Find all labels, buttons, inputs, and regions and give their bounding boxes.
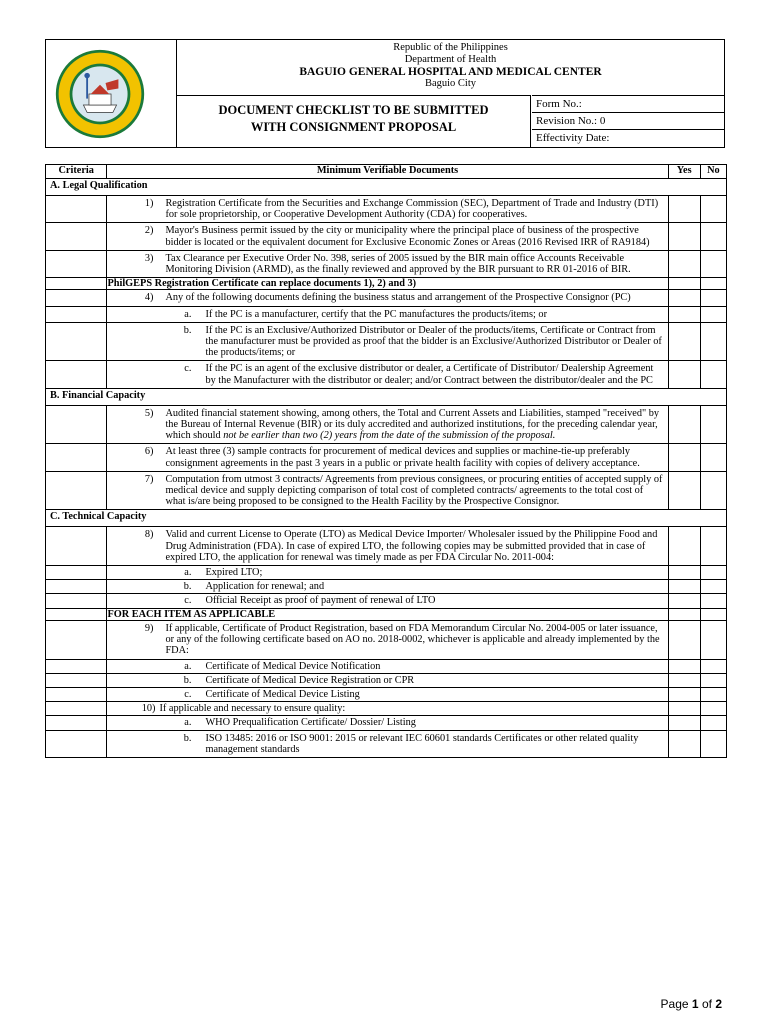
yes-checkbox[interactable] xyxy=(668,322,700,361)
table-row xyxy=(46,278,727,290)
table-row xyxy=(46,673,727,687)
criteria-header: Criteria xyxy=(46,165,107,179)
yes-checkbox[interactable] xyxy=(668,444,700,471)
document-title xyxy=(177,95,531,147)
item-number: 5) xyxy=(144,407,154,419)
table-row xyxy=(46,566,727,580)
item-number: a. xyxy=(184,308,192,320)
no-checkbox[interactable] xyxy=(700,716,726,730)
item-text: If the PC is a manufacturer, certify that the PC manufactures the products/items; or xyxy=(205,308,548,320)
no-checkbox[interactable] xyxy=(700,580,726,594)
item-text: If applicable and necessary to ensure quality: xyxy=(159,703,346,715)
item-text: Certificate of Medical Device Notification xyxy=(205,660,381,672)
item-number: 1) xyxy=(144,198,154,209)
item-number: 6) xyxy=(144,446,154,458)
no-checkbox[interactable] xyxy=(700,730,726,757)
documents-header: Minimum Verifiable Documents xyxy=(107,165,668,179)
table-row xyxy=(46,594,727,608)
item-text: Registration Certificate from the Securities and Exchange Commission (SEC), Department of Trade and Industry (DTI) for sole proprietorship, or Cooperative Development Authority (CDA) for cooperatives. xyxy=(165,198,659,221)
no-checkbox[interactable] xyxy=(700,306,726,322)
item-text: Application for renewal; and xyxy=(205,581,325,593)
document-meta xyxy=(532,95,724,146)
no-checkbox[interactable] xyxy=(700,290,726,306)
item-text: At least three (3) sample contracts for procurement of medical devices and supplies or machine-tie-up preferably consignment agreements in the past 3 years in a public or private health facility with copies of delivery acceptance. xyxy=(165,446,640,469)
item-number: a. xyxy=(184,717,192,729)
item-number: c. xyxy=(184,595,192,607)
yes-checkbox[interactable] xyxy=(668,471,700,510)
title-line-2: WITH CONSIGNMENT PROPOSAL xyxy=(250,120,457,134)
no-checkbox[interactable] xyxy=(700,594,726,608)
item-text: Certificate of Medical Device Listing xyxy=(205,688,360,700)
table-row xyxy=(46,250,727,277)
yes-checkbox[interactable] xyxy=(668,566,700,580)
item-number: a. xyxy=(184,567,192,579)
page-of: of xyxy=(701,997,712,1011)
page-number xyxy=(661,997,722,1011)
item-number: c. xyxy=(184,688,192,700)
item-number: 4) xyxy=(144,292,154,304)
no-checkbox[interactable] xyxy=(700,361,726,388)
yes-checkbox[interactable] xyxy=(668,659,700,673)
table-row xyxy=(46,361,727,388)
yes-checkbox[interactable] xyxy=(668,608,700,620)
city-line: Baguio City xyxy=(424,78,477,89)
yes-checkbox[interactable] xyxy=(668,716,700,730)
republic-line: Republic of the Philippines xyxy=(393,42,508,53)
header-center xyxy=(177,40,724,90)
total-pages: 2 xyxy=(715,997,722,1011)
table-row xyxy=(46,196,727,223)
yes-checkbox[interactable] xyxy=(668,620,700,659)
item-number: b. xyxy=(183,581,192,593)
no-checkbox[interactable] xyxy=(700,405,726,444)
logo-cell xyxy=(46,40,177,147)
department-line: Department of Health xyxy=(404,54,497,65)
item-text: Certificate of Medical Device Registration or CPR xyxy=(205,674,415,686)
no-checkbox[interactable] xyxy=(700,659,726,673)
no-checkbox[interactable] xyxy=(700,673,726,687)
table-row xyxy=(46,659,727,673)
no-checkbox[interactable] xyxy=(700,527,726,566)
table-row xyxy=(46,290,727,306)
yes-checkbox[interactable] xyxy=(668,527,700,566)
item-text: ISO 13485: 2016 or ISO 9001: 2015 or relevant IEC 60601 standards Certificates or other related quality management standards xyxy=(205,732,639,755)
no-checkbox[interactable] xyxy=(700,444,726,471)
section-legal-qualification: A. Legal Qualification xyxy=(46,179,727,196)
item-number: c. xyxy=(184,363,192,375)
no-header: No xyxy=(700,165,726,179)
no-checkbox[interactable] xyxy=(700,620,726,659)
table-row xyxy=(46,527,727,566)
section-financial-capacity: B. Financial Capacity xyxy=(46,388,727,405)
no-checkbox[interactable] xyxy=(700,608,726,620)
item-number: a. xyxy=(184,660,192,672)
yes-checkbox[interactable] xyxy=(668,306,700,322)
table-row xyxy=(46,444,727,471)
item-text: If applicable, Certificate of Product Registration, based on FDA Memorandum Circular No. 2004-005 or later issuance, or any of the following certificate based on AO no. 2018-0002, whichever is applicable and already implemented by the FDA: xyxy=(165,622,660,657)
item-number: 9) xyxy=(144,622,154,634)
table-header-row xyxy=(46,165,727,179)
table-row xyxy=(46,702,727,716)
table-row xyxy=(46,405,727,444)
no-checkbox[interactable] xyxy=(700,223,726,250)
item-text: If the PC is an Exclusive/Authorized Distributor or Dealer of the products/items, Certificate or Contract from the manufacturer must be provided as proof that the bidder is an Exclusive/Authorized Distributor or Dealer of the products/items; or xyxy=(205,324,662,359)
item-text-regular: Audited financial statement showing, among others, the Total and Current Assets and Liabilities, stamped "received" by the Bureau of Internal Revenue (BIR) or its duly accredited and authorized institutions, for the preceding calendar year, which should xyxy=(165,407,660,442)
item-text: If the PC is an agent of the exclusive distributor or dealer, a Certificate of Distributor/ Dealership Agreement by the Manufacturer with the distributor or dealer; and/or Contract between the distributor/dealer and the PC xyxy=(205,363,654,386)
yes-checkbox[interactable] xyxy=(668,730,700,757)
item-number: b. xyxy=(183,732,192,744)
item-text: Expired LTO; xyxy=(205,567,263,579)
table-row xyxy=(46,223,727,250)
document-header xyxy=(45,39,725,148)
item-text-italic: not be earlier than two (2) years from the date of the submission of the proposal. xyxy=(223,430,556,442)
yes-checkbox[interactable] xyxy=(668,580,700,594)
yes-checkbox[interactable] xyxy=(668,290,700,306)
page-label: Page xyxy=(660,997,689,1011)
yes-checkbox[interactable] xyxy=(668,250,700,277)
organization-name: BAGUIO GENERAL HOSPITAL AND MEDICAL CENTER xyxy=(299,66,602,78)
form-number: Form No.: xyxy=(532,95,724,112)
no-checkbox[interactable] xyxy=(700,196,726,223)
yes-checkbox[interactable] xyxy=(668,594,700,608)
item-text: Tax Clearance per Executive Order No. 398, series of 2005 issued by the BIR main office Accounts Receivable Monitoring Division (ARMD), as the finally reviewed and approved by the BIR pursuant to RR 01-2016 of BIR. xyxy=(165,252,631,276)
item-text xyxy=(165,408,663,442)
table-row xyxy=(46,306,727,322)
philgeps-note: PhilGEPS Registration Certificate can replace documents 1), 2) and 3) xyxy=(107,278,668,290)
table-row xyxy=(46,687,727,701)
item-text: Valid and current License to Operate (LTO) as Medical Device Importer/ Wholesaler issued by the Philippine Food and Drug Administration (FDA). In case of expired LTO, the following copies may be submitted provided that in case of expired LTO, the application for renewal was timely made as per FDA Circular No. 2011-004: xyxy=(165,529,658,563)
item-text: Computation from utmost 3 contracts/ Agreements from previous consignees, or procuring entities of accepted supply of medical device and supply depicting comparison of total cost of completed contracts/ agreements to the total cost of what is/are being proposed to be consigned to the Health Facility by the Prospective Consignor. xyxy=(165,473,663,508)
yes-checkbox[interactable] xyxy=(668,196,700,223)
table-row xyxy=(46,716,727,730)
item-text: WHO Prequalification Certificate/ Dossier/ Listing xyxy=(205,717,416,729)
revision-number: Revision No.: 0 xyxy=(532,112,724,129)
yes-checkbox[interactable] xyxy=(668,673,700,687)
item-text: Any of the following documents defining the business status and arrangement of the Prospective Consignor (PC) xyxy=(165,292,631,304)
current-page: 1 xyxy=(691,997,699,1011)
hospital-seal-logo xyxy=(54,48,146,140)
each-item-heading: FOR EACH ITEM AS APPLICABLE xyxy=(107,608,668,620)
effectivity-date: Effectivity Date: xyxy=(532,129,724,146)
item-text: Official Receipt as proof of payment of renewal of LTO xyxy=(205,595,436,607)
table-row xyxy=(46,730,727,757)
item-number: 2) xyxy=(144,225,154,237)
checklist-table xyxy=(45,164,727,758)
table-row xyxy=(46,580,727,594)
no-checkbox[interactable] xyxy=(700,687,726,701)
yes-checkbox[interactable] xyxy=(668,702,700,716)
yes-checkbox[interactable] xyxy=(668,687,700,701)
yes-checkbox[interactable] xyxy=(668,278,700,290)
item-number: 10) xyxy=(141,703,156,715)
no-checkbox[interactable] xyxy=(700,702,726,716)
item-number: b. xyxy=(183,674,192,686)
item-number: 7) xyxy=(144,473,154,485)
table-row xyxy=(46,471,727,510)
yes-checkbox[interactable] xyxy=(668,405,700,444)
no-checkbox[interactable] xyxy=(700,471,726,510)
item-number: b. xyxy=(183,324,192,336)
no-checkbox[interactable] xyxy=(700,250,726,277)
no-checkbox[interactable] xyxy=(700,278,726,290)
item-text: Mayor's Business permit issued by the city or municipality where the principal place of business of the prospective bidder is located or the equivalent document for Exclusive Economic Zones or Areas (2016 Revised IRR of RA9184) xyxy=(165,225,650,248)
item-number: 3) xyxy=(144,252,154,264)
yes-checkbox[interactable] xyxy=(668,361,700,388)
table-row xyxy=(46,322,727,361)
table-row xyxy=(46,620,727,659)
yes-header: Yes xyxy=(668,165,700,179)
section-technical-capacity: C. Technical Capacity xyxy=(46,510,727,527)
no-checkbox[interactable] xyxy=(700,566,726,580)
yes-checkbox[interactable] xyxy=(668,223,700,250)
title-line-1: DOCUMENT CHECKLIST TO BE SUBMITTED xyxy=(218,103,489,117)
no-checkbox[interactable] xyxy=(700,322,726,361)
item-number: 8) xyxy=(144,529,154,541)
table-row xyxy=(46,608,727,620)
